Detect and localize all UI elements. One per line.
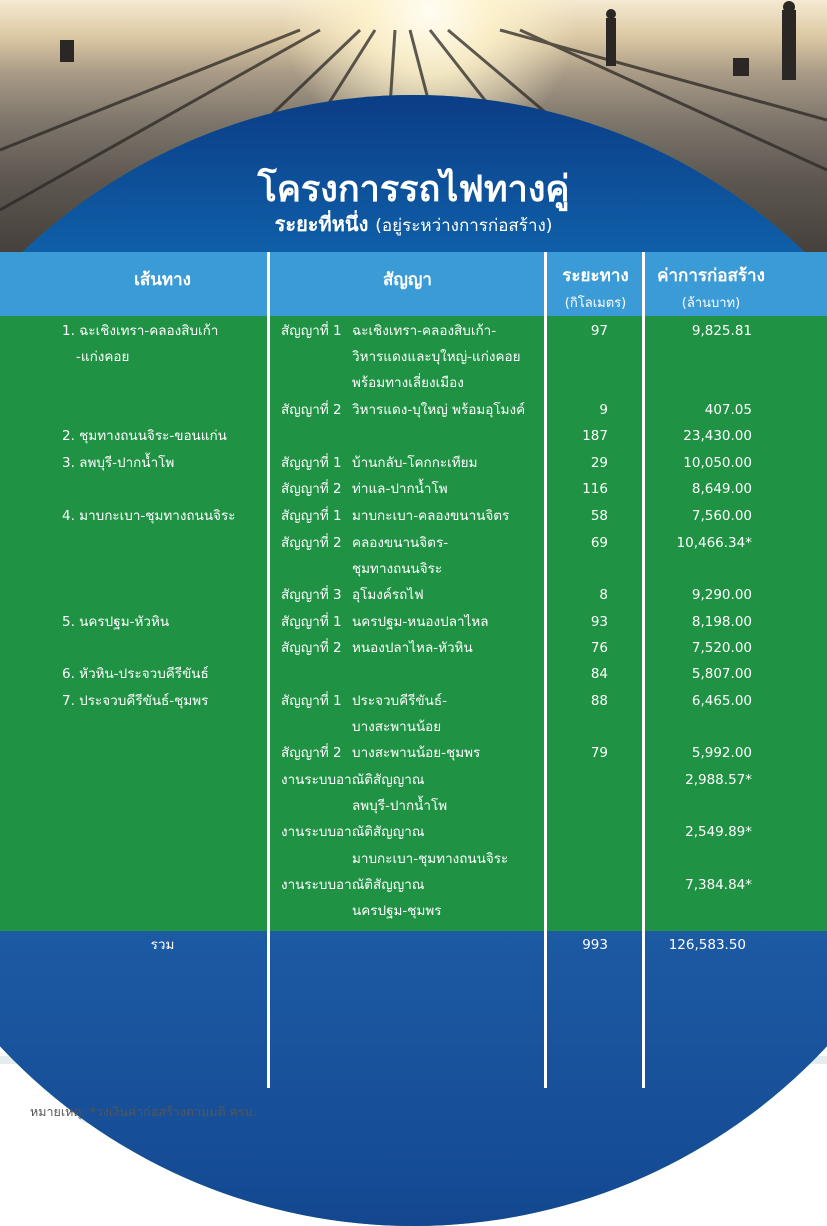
row-distance: 187 xyxy=(582,428,608,444)
row-distance: 69 xyxy=(590,535,608,551)
row-contract: นครปฐม-หนองปลาไหล xyxy=(352,614,489,630)
total-label: รวม xyxy=(150,937,175,953)
column-divider xyxy=(267,252,270,1088)
page-title: โครงการรถไฟทางคู่ xyxy=(257,169,570,210)
row-contract-label: สัญญาที่ 2 xyxy=(281,402,342,418)
column-divider xyxy=(544,252,547,1088)
row-cost: 407.05 xyxy=(704,402,752,418)
row-cost: 23,430.00 xyxy=(683,428,752,444)
row-contract: ประจวบคีรีขันธ์- xyxy=(352,693,447,709)
total-cost: 126,583.50 xyxy=(668,937,746,953)
row-contract-label: สัญญาที่ 1 xyxy=(281,508,342,524)
row-contract: หนองปลาไหล-หัวหิน xyxy=(352,640,473,656)
row-contract: อุโมงค์รถไฟ xyxy=(352,587,424,603)
row-contract: ฉะเชิงเทรา-คลองสิบเก้า- xyxy=(352,323,497,339)
row-contract-label: สัญญาที่ 1 xyxy=(281,614,342,630)
row-distance: 8 xyxy=(599,587,608,603)
row-cost: 9,825.81 xyxy=(691,323,752,339)
row-contract: นครปฐม-ชุมพร xyxy=(352,903,442,919)
row-route: 4. มาบกะเบา-ชุมทางถนนจิระ xyxy=(62,508,236,524)
row-route: -แก่งคอย xyxy=(76,349,130,365)
circle-bottom-band xyxy=(0,931,827,1226)
row-distance: 93 xyxy=(590,614,608,630)
row-cost: 7,520.00 xyxy=(691,640,752,656)
row-cost: 6,465.00 xyxy=(691,693,752,709)
row-contract: มาบกะเบา-ชุมทางถนนจิระ xyxy=(352,851,509,867)
row-distance: 116 xyxy=(582,481,608,497)
row-contract-label: สัญญาที่ 2 xyxy=(281,481,342,497)
row-contract-label: สัญญาที่ 1 xyxy=(281,323,342,339)
footnote: หมายเหตุ: *วงเงินค่าก่อสร้างตามมติ ครม. xyxy=(30,1104,257,1119)
row-contract-label: สัญญาที่ 1 xyxy=(281,455,342,471)
header-distance xyxy=(548,262,643,313)
row-distance: 79 xyxy=(590,745,608,761)
row-contract: พร้อมทางเลี่ยงเมือง xyxy=(352,375,464,391)
row-cost: 7,560.00 xyxy=(691,508,752,524)
row-contract-label: สัญญาที่ 2 xyxy=(281,535,342,551)
row-route: 6. หัวหิน-ประจวบคีรีขันธ์ xyxy=(62,666,209,682)
row-contract: บ้านกลับ-โคกกะเทียม xyxy=(352,455,478,471)
header-cost-label: ค่าการก่อสร้าง xyxy=(657,266,765,286)
row-contract-label: สัญญาที่ 3 xyxy=(281,587,342,603)
row-cost: 5,992.00 xyxy=(691,745,752,761)
row-cost: 2,988.57* xyxy=(685,772,752,788)
row-cost: 7,384.84* xyxy=(685,877,752,893)
row-contract: คลองขนานจิตร- xyxy=(352,535,449,551)
header-route: เส้นทาง xyxy=(134,270,191,290)
row-distance: 9 xyxy=(599,402,608,418)
row-contract: ลพบุรี-ปากน้ำโพ xyxy=(352,798,448,814)
column-divider xyxy=(642,252,645,1088)
header-contract: สัญญา xyxy=(383,270,432,290)
row-distance: 97 xyxy=(590,323,608,339)
subtitle-main: ระยะที่หนึ่ง xyxy=(274,212,369,236)
row-distance: 29 xyxy=(590,455,608,471)
row-contract-label: สัญญาที่ 2 xyxy=(281,745,342,761)
row-cost: 2,549.89* xyxy=(685,824,752,840)
row-distance: 88 xyxy=(590,693,608,709)
page-subtitle xyxy=(0,208,827,240)
header-cost-unit: (ล้านบาท) xyxy=(681,296,741,311)
row-contract-label: งานระบบอาณัติสัญญาณ xyxy=(281,772,425,788)
row-contract: มาบกะเบา-คลองขนานจิตร xyxy=(352,508,510,524)
row-contract: บางสะพานน้อย-ชุมพร xyxy=(352,745,481,761)
row-distance: 58 xyxy=(590,508,608,524)
header-distance-label: ระยะทาง xyxy=(562,266,629,286)
row-contract: ชุมทางถนนจิระ xyxy=(352,561,443,577)
row-contract-label: งานระบบอาณัติสัญญาณ xyxy=(281,877,425,893)
header-distance-unit: (กิโลเมตร) xyxy=(564,296,627,311)
row-distance: 76 xyxy=(590,640,608,656)
row-route: 3. ลพบุรี-ปากน้ำโพ xyxy=(62,455,175,471)
total-distance: 993 xyxy=(582,937,608,953)
row-route: 5. นครปฐม-หัวหิน xyxy=(62,614,170,630)
subtitle-note: (อยู่ระหว่างการก่อสร้าง) xyxy=(375,216,553,236)
row-contract-label: สัญญาที่ 1 xyxy=(281,693,342,709)
row-cost: 8,198.00 xyxy=(691,614,752,630)
row-cost: 5,807.00 xyxy=(691,666,752,682)
row-contract: ท่าแล-ปากน้ำโพ xyxy=(352,481,448,497)
row-contract: วิหารแดงและบุใหญ่-แก่งคอย xyxy=(352,349,521,365)
row-contract-label: สัญญาที่ 2 xyxy=(281,640,342,656)
row-route: 2. ชุมทางถนนจิระ-ขอนแก่น xyxy=(62,428,227,444)
header-cost xyxy=(646,262,776,313)
row-cost: 9,290.00 xyxy=(691,587,752,603)
row-cost: 8,649.00 xyxy=(691,481,752,497)
row-contract: วิหารแดง-บุใหญ่ พร้อมอุโมงค์ xyxy=(352,402,526,418)
row-cost: 10,466.34* xyxy=(676,535,752,551)
row-route: 1. ฉะเชิงเทรา-คลองสิบเก้า xyxy=(62,323,219,339)
row-contract: บางสะพานน้อย xyxy=(352,719,442,735)
row-cost: 10,050.00 xyxy=(683,455,752,471)
row-distance: 84 xyxy=(590,666,608,682)
row-contract-label: งานระบบอาณัติสัญญาณ xyxy=(281,824,425,840)
row-route: 7. ประจวบคีรีขันธ์-ชุมพร xyxy=(62,693,209,709)
